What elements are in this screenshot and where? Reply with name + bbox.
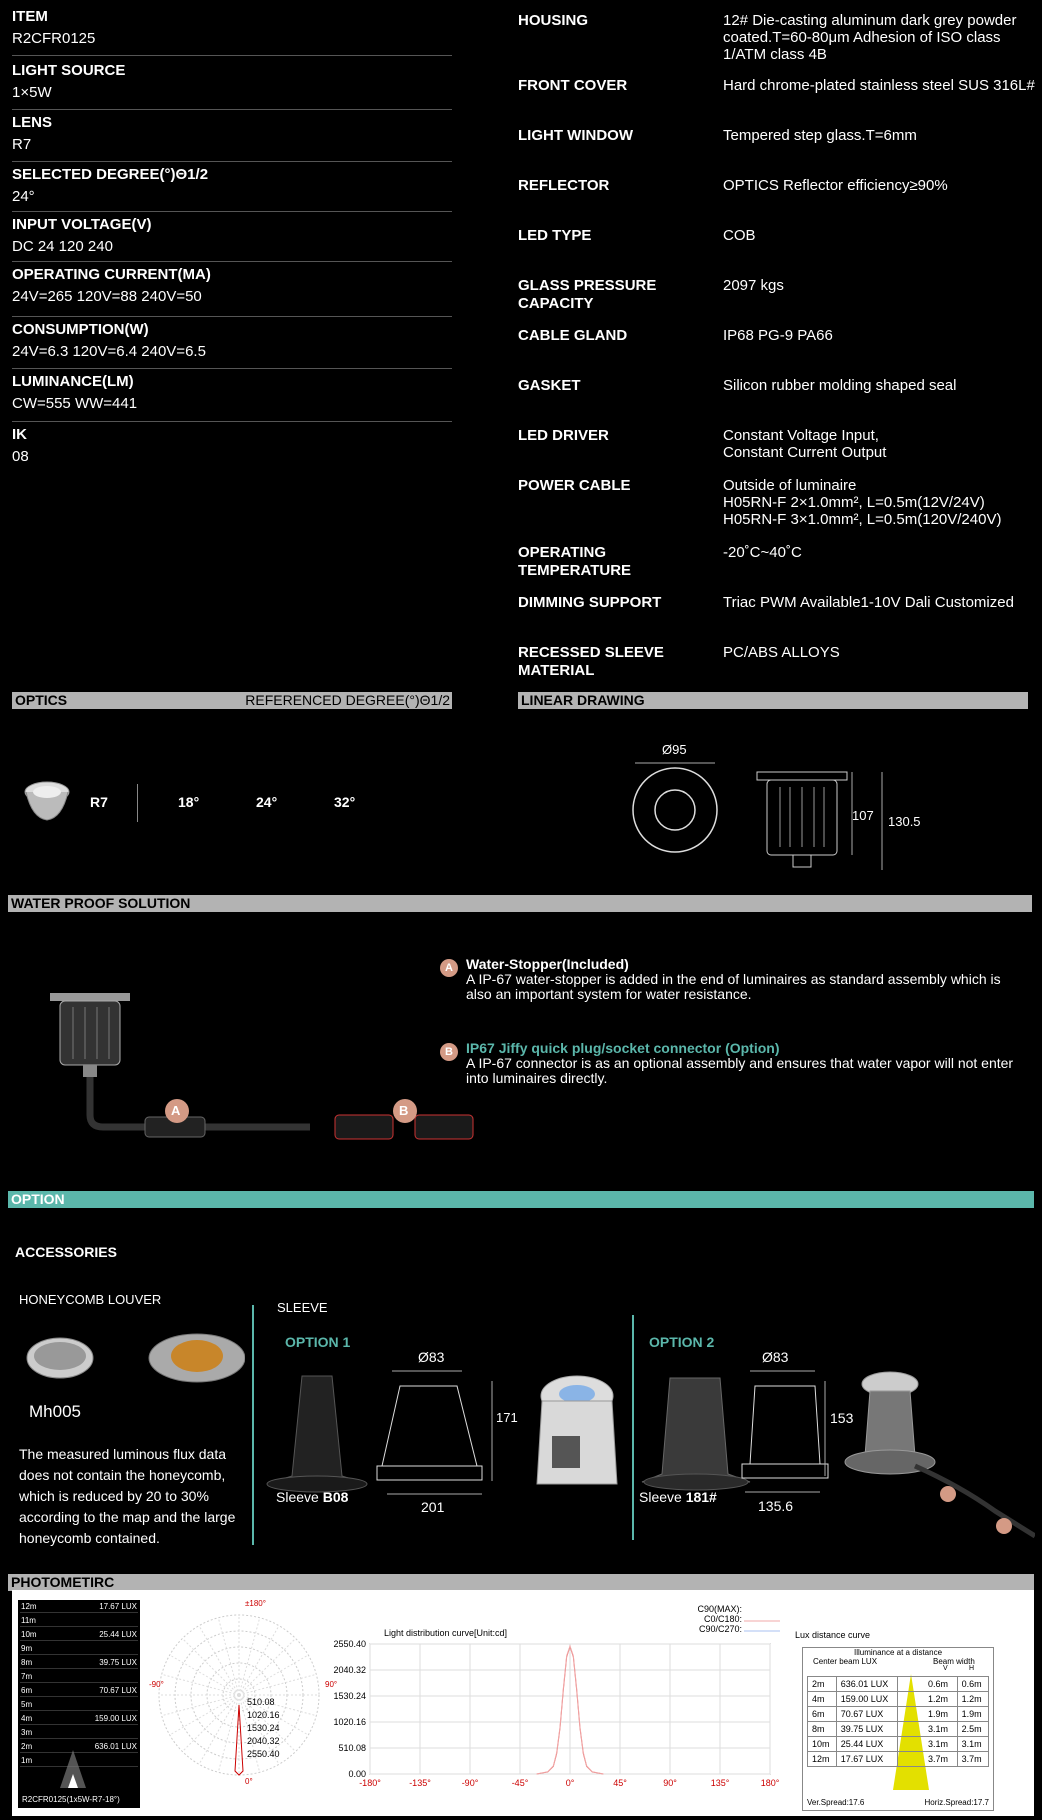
ruler-line bbox=[20, 1738, 138, 1739]
ruler-lux: 159.00 LUX bbox=[94, 1714, 137, 1723]
option-1-dia: Ø83 bbox=[418, 1349, 445, 1365]
optics-ref: REFERENCED DEGREE(°)Θ1/2 bbox=[245, 692, 450, 708]
linear-title: LINEAR DRAWING bbox=[521, 692, 645, 708]
ruler-lux: 17.67 LUX bbox=[99, 1602, 137, 1611]
ruler-lux: 25.44 LUX bbox=[99, 1630, 137, 1639]
lux-v-head: V bbox=[943, 1665, 948, 1672]
right-spec-value: PC/ABS ALLOYS bbox=[723, 644, 840, 661]
left-spec-label: ITEM bbox=[12, 8, 48, 25]
right-spec-value: COB bbox=[723, 227, 756, 244]
option-2-label: OPTION 2 bbox=[649, 1334, 715, 1350]
option-1-label: OPTION 1 bbox=[285, 1334, 351, 1350]
polar-chart bbox=[147, 1595, 357, 1815]
option-2-name-prefix: Sleeve bbox=[639, 1489, 686, 1505]
optics-bar bbox=[12, 692, 452, 709]
callout-a-badge bbox=[440, 958, 458, 977]
ruler-distance: 10m bbox=[21, 1630, 37, 1639]
lux-cell: 25.44 LUX bbox=[836, 1737, 897, 1752]
option-2-name-code: 181# bbox=[685, 1489, 717, 1505]
chart-y-tick: 1530.24 bbox=[333, 1691, 366, 1701]
option-title: OPTION bbox=[11, 1191, 65, 1207]
left-spec-row bbox=[12, 426, 452, 482]
right-spec-label: DIMMING SUPPORT bbox=[518, 594, 662, 611]
left-spec-value: 24V=265 120V=88 240V=50 bbox=[12, 288, 202, 305]
chart-x-tick: -135° bbox=[409, 1778, 431, 1788]
lux-cell: 2.5m bbox=[957, 1722, 988, 1737]
lux-center-head: Center beam LUX bbox=[813, 1657, 878, 1666]
polar-ring-label: 1530.24 bbox=[247, 1723, 280, 1733]
legend-c90c270: C90/C270: bbox=[698, 1624, 742, 1634]
photometric-bar bbox=[8, 1574, 1034, 1591]
sleeve-divider-1 bbox=[252, 1305, 254, 1545]
ruler-line bbox=[20, 1640, 138, 1641]
option-2-width: 135.6 bbox=[758, 1498, 794, 1514]
curve-legend bbox=[680, 1604, 742, 1634]
left-spec-row bbox=[12, 114, 452, 162]
chart-x-tick: -90° bbox=[461, 1778, 479, 1788]
ruler-line bbox=[20, 1654, 138, 1655]
polar-left-label: -90° bbox=[149, 1680, 164, 1689]
left-spec-value: R2CFR0125 bbox=[12, 30, 96, 47]
linear-h1: 107 bbox=[852, 808, 874, 823]
right-spec-value: OPTICS Reflector efficiency≥90% bbox=[723, 177, 948, 194]
distance-ruler bbox=[18, 1600, 140, 1808]
polar-spoke bbox=[239, 1638, 296, 1695]
lux-cell: 10m bbox=[808, 1737, 837, 1752]
ruler-distance: 2m bbox=[21, 1742, 33, 1751]
lux-row bbox=[808, 1677, 989, 1692]
lux-cell: 636.01 LUX bbox=[836, 1677, 897, 1692]
left-spec-value: R7 bbox=[12, 136, 32, 153]
ruler-distance: 7m bbox=[21, 1672, 33, 1681]
water-stopper-text: A IP-67 water-stopper is added in the end of luminaires as standard assembly which is also an important system for water resistance. bbox=[466, 971, 1001, 1002]
chart-y-tick: 2550.40 bbox=[333, 1639, 366, 1649]
polar-ring-label: 510.08 bbox=[247, 1697, 275, 1707]
left-spec-label: CONSUMPTION(W) bbox=[12, 321, 149, 338]
lux-cell: 159.00 LUX bbox=[836, 1692, 897, 1707]
chart-x-tick: 90° bbox=[663, 1778, 677, 1788]
lux-cell: 3.1m bbox=[897, 1737, 957, 1752]
callout-a-img: A bbox=[171, 1103, 181, 1118]
left-spec-row bbox=[12, 373, 452, 422]
polar-spoke bbox=[239, 1618, 260, 1695]
ruler-distance: 1m bbox=[21, 1756, 33, 1765]
ruler-distance: 4m bbox=[21, 1714, 33, 1723]
option-bar bbox=[8, 1191, 1034, 1208]
left-spec-label: IK bbox=[12, 426, 27, 443]
left-spec-label: LENS bbox=[12, 114, 53, 131]
ruler-distance: 8m bbox=[21, 1658, 33, 1667]
waterproof-title: WATER PROOF SOLUTION bbox=[11, 895, 191, 911]
right-spec-value: Constant Voltage Input, Constant Current Output bbox=[723, 427, 887, 461]
left-spec-row bbox=[12, 266, 452, 317]
lux-cell: 2m bbox=[808, 1677, 837, 1692]
ruler-line bbox=[20, 1626, 138, 1627]
lux-cell: 3.7m bbox=[897, 1752, 957, 1767]
photometric-panel bbox=[12, 1590, 1034, 1816]
optics-lens: R7 bbox=[90, 794, 108, 810]
lux-beam-head: Beam width bbox=[933, 1657, 975, 1666]
right-spec-label: OPERATING TEMPERATURE bbox=[518, 544, 632, 579]
lux-cell: 0.6m bbox=[897, 1677, 957, 1692]
polar-bottom-label: 0° bbox=[245, 1777, 253, 1786]
ruler-line bbox=[20, 1696, 138, 1697]
lux-cell: 3.1m bbox=[897, 1722, 957, 1737]
lux-row bbox=[808, 1707, 989, 1722]
polar-spoke bbox=[182, 1638, 239, 1695]
option-1-name bbox=[276, 1489, 348, 1505]
right-spec-value: -20˚C~40˚C bbox=[723, 544, 802, 561]
honeycomb-note: The measured luminous flux data does not contain the honeycomb, which is reduced by 20 to 30% according to the map and the large honeycomb contained. bbox=[19, 1446, 236, 1546]
ruler-lux: 636.01 LUX bbox=[94, 1742, 137, 1751]
water-stopper-block bbox=[466, 957, 1026, 1002]
ruler-distance: 3m bbox=[21, 1728, 33, 1737]
lux-cell: 1.2m bbox=[957, 1692, 988, 1707]
lux-cell: 4m bbox=[808, 1692, 837, 1707]
chart-y-tick: 2040.32 bbox=[333, 1665, 366, 1675]
waterproof-bar bbox=[8, 895, 1032, 912]
ruler-lux: 39.75 LUX bbox=[99, 1658, 137, 1667]
left-spec-label: SELECTED DEGREE(°)Θ1/2 bbox=[12, 166, 209, 183]
polar-top-label: ±180° bbox=[245, 1599, 266, 1608]
chart-x-tick: -45° bbox=[511, 1778, 529, 1788]
honeycomb-image bbox=[25, 1330, 245, 1390]
right-spec-label: LED DRIVER bbox=[518, 427, 609, 444]
badge-a: A bbox=[440, 959, 458, 977]
lux-cell: 70.67 LUX bbox=[836, 1707, 897, 1722]
right-spec-label: RECESSED SLEEVE MATERIAL bbox=[518, 644, 664, 679]
left-spec-value: 1×5W bbox=[12, 84, 52, 101]
callout-b-badge bbox=[440, 1042, 458, 1061]
option-1-width: 201 bbox=[421, 1499, 445, 1515]
right-spec-label: LIGHT WINDOW bbox=[518, 127, 633, 144]
ruler-lux: 70.67 LUX bbox=[99, 1686, 137, 1695]
polar-ring-label: 2040.32 bbox=[247, 1736, 280, 1746]
chart-y-tick: 510.08 bbox=[338, 1743, 366, 1753]
optics-title: OPTICS bbox=[15, 692, 68, 708]
polar-spoke bbox=[162, 1695, 239, 1716]
chart-x-tick: 45° bbox=[613, 1778, 627, 1788]
ruler-line bbox=[20, 1668, 138, 1669]
left-spec-value: CW=555 WW=441 bbox=[12, 395, 138, 412]
option-2-height: 153 bbox=[830, 1410, 854, 1426]
legend-c0c180: C0/C180: bbox=[703, 1614, 742, 1624]
chart-y-tick: 0.00 bbox=[348, 1769, 366, 1779]
legend-lines bbox=[742, 1608, 782, 1640]
right-spec-value: Triac PWM Available1-10V Dali Customized bbox=[723, 594, 1014, 611]
left-spec-value: 24° bbox=[12, 188, 35, 205]
left-spec-value: 08 bbox=[12, 448, 29, 465]
badge-b: B bbox=[440, 1043, 458, 1061]
optics-degree-1: 18° bbox=[178, 794, 200, 810]
lux-h-head: H bbox=[969, 1665, 975, 1672]
ruler-line bbox=[20, 1724, 138, 1725]
right-spec-label: GLASS PRESSURE CAPACITY bbox=[518, 277, 657, 312]
right-spec-label: CABLE GLAND bbox=[518, 327, 628, 344]
lux-row bbox=[808, 1692, 989, 1707]
lux-cell: 3.1m bbox=[957, 1737, 988, 1752]
right-spec-value: 12# Die-casting aluminum dark grey powder coated.T=60-80μm Adhesion of ISO class 1/ATM class 4B bbox=[723, 12, 1017, 63]
lux-row bbox=[808, 1737, 989, 1752]
option-2-name bbox=[639, 1489, 717, 1505]
chart-x-tick: 0° bbox=[565, 1778, 575, 1788]
linear-h2: 130.5 bbox=[888, 814, 921, 829]
ver-spread: Ver.Spread:17.6 bbox=[807, 1798, 865, 1807]
lux-cell: 39.75 LUX bbox=[836, 1722, 897, 1737]
connector-title: IP67 Jiffy quick plug/socket connector (Option) bbox=[466, 1040, 780, 1056]
right-spec-label: REFLECTOR bbox=[518, 177, 610, 194]
chart-x-tick: 180° bbox=[760, 1778, 780, 1788]
lux-cell: 0.6m bbox=[957, 1677, 988, 1692]
option-2-drawing bbox=[640, 1366, 1035, 1566]
honeycomb-code: Mh005 bbox=[29, 1402, 81, 1421]
ruler-caption: R2CFR0125(1x5W-R7-18°) bbox=[22, 1795, 120, 1804]
ruler-distance: 6m bbox=[21, 1686, 33, 1695]
left-spec-row bbox=[12, 62, 452, 110]
ruler-distance: 11m bbox=[21, 1616, 36, 1625]
lux-title: Lux distance curve bbox=[795, 1630, 871, 1640]
right-spec-label: GASKET bbox=[518, 377, 581, 394]
lux-table-box bbox=[802, 1647, 994, 1811]
right-spec-value: Silicon rubber molding shaped seal bbox=[723, 377, 957, 394]
chart-y-tick: 1020.16 bbox=[333, 1717, 366, 1727]
linear-drawing bbox=[630, 755, 930, 875]
left-spec-label: LIGHT SOURCE bbox=[12, 62, 126, 79]
left-spec-value: 24V=6.3 120V=6.4 240V=6.5 bbox=[12, 343, 206, 360]
left-spec-row bbox=[12, 8, 452, 56]
lux-cell: 6m bbox=[808, 1707, 837, 1722]
lux-table bbox=[807, 1676, 989, 1767]
lux-row bbox=[808, 1722, 989, 1737]
lux-cell: 8m bbox=[808, 1722, 837, 1737]
accessories-title: ACCESSORIES bbox=[15, 1244, 117, 1260]
right-spec-value: Outside of luminaire H05RN-F 2×1.0mm², L=0.5m(12V/24V) H05RN-F 3×1.0mm², L=0.5m(120V/240V) bbox=[723, 477, 1002, 528]
polar-ring-label: 1020.16 bbox=[247, 1710, 280, 1720]
polar-right-label: 90° bbox=[325, 1680, 338, 1689]
ruler-line bbox=[20, 1682, 138, 1683]
polar-ring-label: 2550.40 bbox=[247, 1749, 280, 1759]
lux-cell: 1.9m bbox=[957, 1707, 988, 1722]
ruler-distance: 5m bbox=[21, 1700, 33, 1709]
left-spec-row bbox=[12, 166, 452, 212]
chart-x-tick: 135° bbox=[710, 1778, 730, 1788]
sleeve-divider-2 bbox=[632, 1315, 634, 1540]
waterproof-illustration bbox=[45, 985, 515, 1160]
ruler-line bbox=[20, 1612, 138, 1613]
right-spec-value: 2097 kgs bbox=[723, 277, 784, 294]
curve-title: Light distribution curve[Unit:cd] bbox=[384, 1628, 508, 1638]
photometric-title: PHOTOMETIRC bbox=[11, 1574, 115, 1590]
legend-c90max: C90(MAX): bbox=[697, 1604, 742, 1614]
option-1-name-code: B08 bbox=[322, 1489, 349, 1505]
left-spec-label: LUMINANCE(LM) bbox=[12, 373, 134, 390]
connector-block bbox=[466, 1041, 1026, 1086]
hor-spread: Horiz.Spread:17.7 bbox=[924, 1798, 989, 1807]
right-spec-label: POWER CABLE bbox=[518, 477, 631, 494]
lux-cell: 1.2m bbox=[897, 1692, 957, 1707]
lux-cell: 17.67 LUX bbox=[836, 1752, 897, 1767]
right-spec-label: FRONT COVER bbox=[518, 77, 628, 94]
optics-degree-2: 24° bbox=[256, 794, 278, 810]
water-stopper-title: Water-Stopper(Included) bbox=[466, 956, 629, 972]
ruler-distance: 9m bbox=[21, 1644, 33, 1653]
left-spec-label: INPUT VOLTAGE(V) bbox=[12, 216, 152, 233]
left-spec-row bbox=[12, 216, 452, 262]
lux-head: Illuminance at a distance bbox=[853, 1648, 943, 1657]
lux-row bbox=[808, 1752, 989, 1767]
right-spec-value: Tempered step glass.T=6mm bbox=[723, 127, 917, 144]
polar-spoke bbox=[182, 1695, 239, 1752]
linear-dia: Ø95 bbox=[662, 742, 687, 757]
lux-cell: 1.9m bbox=[897, 1707, 957, 1722]
honeycomb-title: HONEYCOMB LOUVER bbox=[19, 1292, 162, 1307]
chart-x-tick: -180° bbox=[359, 1778, 381, 1788]
left-spec-value: DC 24 120 240 bbox=[12, 238, 113, 255]
optics-divider bbox=[137, 784, 138, 822]
right-spec-label: HOUSING bbox=[518, 12, 589, 29]
polar-spoke bbox=[218, 1618, 239, 1695]
beam-cone bbox=[58, 1750, 88, 1788]
left-spec-row bbox=[12, 321, 452, 369]
light-distribution-chart bbox=[330, 1638, 780, 1798]
callout-b-img: B bbox=[399, 1103, 409, 1118]
sleeve-title: SLEEVE bbox=[277, 1300, 328, 1315]
option-2-dia: Ø83 bbox=[762, 1349, 789, 1365]
right-spec-value: IP68 PG-9 PA66 bbox=[723, 327, 833, 344]
lux-cell: 12m bbox=[808, 1752, 837, 1767]
right-spec-value: Hard chrome-plated stainless steel SUS 316L# bbox=[723, 77, 1035, 94]
right-spec-label: LED TYPE bbox=[518, 227, 592, 244]
optics-degree-3: 32° bbox=[334, 794, 356, 810]
reflector-icon bbox=[22, 778, 72, 824]
ruler-line bbox=[20, 1710, 138, 1711]
option-1-name-prefix: Sleeve bbox=[276, 1489, 323, 1505]
linear-bar bbox=[518, 692, 1028, 709]
lux-cell: 3.7m bbox=[957, 1752, 988, 1767]
ruler-distance: 12m bbox=[21, 1602, 37, 1611]
left-spec-label: OPERATING CURRENT(MA) bbox=[12, 266, 211, 283]
connector-text: A IP-67 connector is as an optional assembly and ensures that water vapor will not enter into luminaires directly. bbox=[466, 1055, 1014, 1086]
option-1-height: 171 bbox=[496, 1410, 518, 1425]
